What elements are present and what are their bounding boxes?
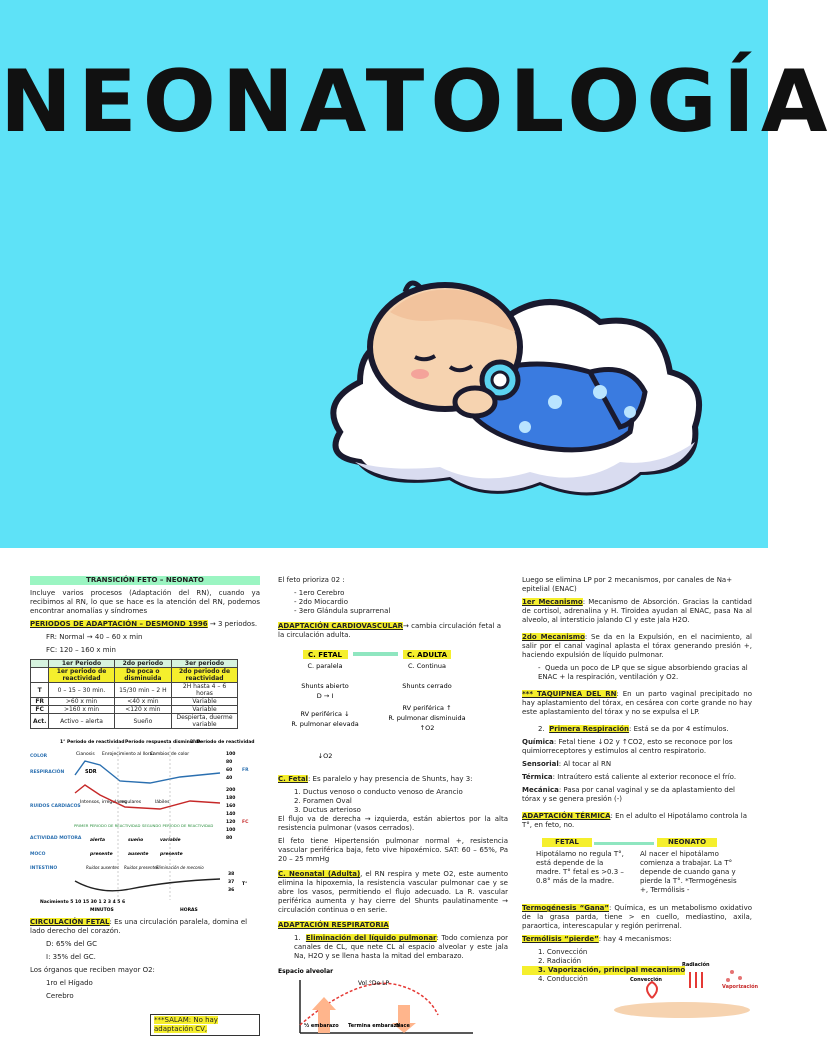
fetal-heading: C. FETAL [308,651,342,659]
chart-fr-tick: 80 [226,760,233,765]
fetal-item: Shunts abierto [301,682,349,690]
c3-intro: Luego se elimina LP por 2 mecanismos, por canales de Na+ epitelial (ENAC) [522,576,733,593]
table-cell: 0 – 15 – 30 min. [49,683,114,698]
adult-item: C. Continua [408,662,446,670]
chart-row-label: ACTIVIDAD MOTORA [30,836,82,841]
chart-t-tick: 38 [228,872,235,877]
table-cell: 15/30 min – 2 H [114,683,171,698]
chart-color-text: Enrojecimiento al llorar [102,752,155,757]
table-cell: FC [31,706,49,714]
chart-t-label: T° [242,882,248,887]
chart-moco-word: presente [90,852,113,857]
list-item: - 3ero Glándula suprarrenal [294,607,391,615]
chart-intestine-word: Ruidos ausentes [86,865,119,870]
label-radiacion: Radiación [682,962,710,968]
table-cell: T [31,683,49,698]
table-cell: Despierta, duerme variable [172,714,238,729]
lung-fluid-graph [278,965,478,1035]
chart-fr-tick: 100 [226,752,236,757]
sleeping-baby-illustration [300,262,720,512]
chart-resp-text: SDR [85,769,97,775]
chart-motor-text: PRIMER PERIODO DE REACTIVIDAD [74,823,141,828]
thermal-compare [522,834,752,904]
chart-motor-text: SEGUNDO PERIODO DE REACTIVIDAD [142,823,214,828]
chart-motor-word: sueño [128,838,144,843]
chart-x-ticks: Nacimiento 5 10 15 30 1 2 3 4 5 6 [40,900,126,905]
periods-table [30,659,238,729]
termogenesis: Termogénesis “Gana”: Química, es un metabolismo oxidativo de la grasa parda, tiene > en cuello, mediastino, axila, paraortica, interescapular y región perirrenal. [522,904,752,930]
chart-fc-tick: 120 [226,820,236,825]
adult-item: R. pulmonar disminuida [388,714,466,722]
table-subheader [31,668,49,683]
graph-x-label: ½ embarazo [304,1023,339,1029]
chart-row-label: RESPIRACIÓN [30,770,65,775]
organ-2: Cerebro [46,992,74,1000]
termolisis: Termólisis “pierde”: hay 4 mecanismos: [522,935,672,943]
chart-period-label: Período respuesta disminuida [125,740,201,745]
list-item: 1. Convección [538,948,588,956]
table-header: 1er Periodo [49,660,114,668]
organs-line: Los órganos que reciben mayor O2: [30,966,155,974]
neo-thermal-text: Al nacer el hipotálamo comienza a trabajar. La T° depende de cuando gana y pierde la T°. *Termogénesis +, Termólisis - [640,850,737,894]
fetal-item: RV periférica ↓ [300,710,350,718]
adult-item: Shunts cerrado [402,682,452,690]
mechanism-2: 2do Mecanismo: Se da en la Expulsión, en el nacimiento, al salir por el canal vaginal aplasta el tórax generando presión +, haciendo expulsión de líquido pulmonar. [522,633,752,659]
page-title: NEONATOLOGÍA [0,52,833,152]
table-row [31,706,238,714]
list-item: 1. Ductus venoso o conducto venoso de Arancio [294,788,463,796]
chart-period-label: 2° Período de reactividad [190,740,255,745]
graph-y-label: Espacio alveolar [278,968,334,975]
table-cell: FR [31,698,49,706]
chart-fc-tick: 180 [226,796,236,801]
list-item: 3. Vaporización, principal mecanismo [522,966,685,975]
compare-connector [594,842,654,845]
chart-row-label: RUIDOS CARDIACOS [30,804,81,809]
chart-fc-tick: 100 [226,828,236,833]
salam-note: ***SALAM: No hay adaptación CV, [150,1014,260,1036]
stimulus-termica: Térmica: Intraútero está caliente al exterior reconoce el frío. [522,773,737,781]
study-notes [0,548,768,1033]
neo-thermal-heading: NEONATO [657,838,717,847]
list-item: - 1ero Cerebro [294,589,345,597]
cfetal-line: C. Fetal: Es paralelo y hay presencia de Shunts, hay 3: [278,775,473,783]
table-cell: Sueño [114,714,171,729]
chart-heart-text: lábiles [155,800,170,805]
chart-x-hours: HORAS [180,908,198,913]
chart-t-tick: 36 [228,888,235,893]
graph-peak-label: Vol.°De LP [358,980,390,987]
notes-column-1 [30,576,260,1033]
table-cell: >60 x min [49,698,114,706]
htp-text: El feto tiene Hipertensión pulmonar normal +, resistencia vascular periférica baja, feto vive hipoxémico. SAT: 60 – 65%, Pa 20 – 25 mmHg [278,837,508,863]
chart-row-label: COLOR [30,754,48,759]
circulation-comparison [278,648,478,768]
table-cell: <120 x min [114,706,171,714]
heat-loss-illustration [612,958,759,1018]
chart-fc-tick: 80 [226,836,233,841]
graph-x-label: Termina embarazo [348,1023,400,1029]
circ-i: I: 35% del GC. [46,953,96,961]
table-cell: Act. [31,714,49,729]
list-item: 2. Foramen Oval [294,797,352,805]
shunt-list [278,788,508,815]
fetal-item: D → I [316,692,334,700]
chart-intestine-word: Eliminación de meconio [156,865,204,870]
chart-moco-word: presente [160,852,183,857]
chart-period-label: 1° Período de reactividad [60,740,125,745]
thermal-adaptation: ADAPTACIÓN TÉRMICA: En el adulto el Hipotálamo controla la T°, en feto, no. [522,812,748,829]
organ-1: 1ro el Hígado [46,979,93,987]
fc-line: FC: 120 – 160 x min [46,646,116,654]
adult-heading: C. ADULTA [406,651,448,659]
priority-list [278,589,508,616]
resp-item: 1. Eliminación del líquido pulmonar: Todo comienza por canales de CL, que nete CL al espacio alveolar y este jala Na, H2O y se llena hasta la mitad del embarazo. [294,934,508,960]
table-cell: >160 x min [49,706,114,714]
priority-line: El feto prioriza 02 : [278,576,345,584]
table-subheader: 1er periodo de reactividad [49,668,114,683]
chart-fr-label: FR [242,768,249,773]
fetal-thermal-heading: FETAL [542,838,592,847]
table-subheader: 2do periodo de reactividad [172,668,238,683]
table-row [31,714,238,729]
notes-column-3 [522,576,759,990]
mechanism-2-sub: - Queda un poco de LP que se sigue absorbiendo gracias al ENAC + la respiración, ventilación y O2. [538,664,748,681]
circulation-fetal: CIRCULACIÓN FETAL: Es una circulación paralela, domina el lado derecho del corazón. [30,918,248,935]
chart-fc-tick: 200 [226,788,236,793]
t-curve [75,879,220,891]
label-vaporizacion: Vaporización [722,984,759,990]
chart-color-text: Cambios de color [150,752,190,757]
chart-motor-word: alerta [90,838,106,843]
fetal-thermal-text: Hipotálamo no regula T°, está depende de la madre. T° fetal es >0.3 – 0.8° más de la madre. [536,850,624,885]
stimulus-quimica: Química: Fetal tiene ↓O2 y ↑CO2, esto se reconoce por los quimiorreceptores y estimulos al centro respiratorio. [522,738,733,755]
chart-row-label: MOCO [30,852,46,857]
stimulus-sensorial: Sensorial: Al tocar al RN [522,760,612,768]
fc-curve [75,785,220,809]
chart-fc-label: FC [242,820,249,825]
table-cell: Activo – alerta [49,714,114,729]
chart-heart-text: regulares [120,800,142,805]
list-item: - 2do Miocardio [294,598,348,606]
cv-adaptation: ADAPTACIÓN CARDIOVASCULAR→ cambia circulación fetal a la circulación adulta. [278,622,502,639]
chart-t-tick: 37 [228,880,235,885]
first-breath: 2. Primera Respiración: Está se da por 4 estímulos. [538,725,729,733]
chart-fc-tick: 140 [226,812,236,817]
fr-line: FR: Normal → 40 – 60 x min [46,633,143,641]
intro-text: Incluye varios procesos (Adaptación del RN), cuando ya recibimos al RN, lo que se hace es la atención del RN, podemos encontrar anomalías y síndromes [30,589,260,615]
fetal-item: ↓O2 [317,752,333,760]
chart-fr-tick: 40 [226,776,233,781]
label-conveccion: Convección [630,977,662,983]
table-cell: 2H hasta 4 – 6 horas [172,683,238,698]
stimulus-mecanica: Mecánica: Pasa por canal vaginal y se da aplastamiento del tórax y se genera presión (-) [522,786,735,803]
fr-curve [75,761,220,783]
chart-color-text: Cianosis [76,752,95,757]
adult-item: RV periférica ↑ [402,704,452,712]
chart-row-label: INTESTINO [30,866,58,871]
table-header: 2do periodo [114,660,171,668]
chart-fr-tick: 60 [226,768,233,773]
fetal-item: C. paralela [307,662,343,670]
table-cell: <40 x min [114,698,171,706]
circ-d: D: 65% del GC [46,940,97,948]
chart-x-minutes: MINUTOS [90,908,114,913]
chart-intestine-word: Ruidos presentes [124,865,159,870]
graph-x-label: Nace [396,1023,410,1029]
table-subheader: De poca o disminuida [114,668,171,683]
table-header [31,660,49,668]
taquipnea: *** TAQUIPNEA DEL RN: En un parto vaginal precipitado no hay aplastamiento del tórax, en cesárea con corte grande no hay este aplastamiento del tórax y no se expulsa el LP. [522,690,752,716]
adult-item: ↑O2 [419,724,435,732]
cneo-text: C. Neonatal (Adulta), el RN respira y mete O2, este aumento elimina la hipoxemia, la resistencia vascular pulmonar cae y se abre los vasos, permitiendo el flujo adecuado. La R. vascular periférica aumenta y hay cierre del Shunts paulatinamente → circulación continua o en serie. [278,870,508,914]
mechanism-1: 1er Mecanismo: Mecanismo de Absorción. Gracias la cantidad de cortisol, adrenalina y H. Tiroidea ayudan al ENAC, pasa Na al alveolo, al intersticio jalando Cl y este jala H2O. [522,598,752,624]
table-row [31,698,238,706]
list-item: 3. Ductus arterioso [294,806,361,814]
flow-text: El flujo va de derecha → izquierda, están abiertos por la alta resistencia pulmonar (vasos cerrados). [278,815,508,832]
periods-line: PERIODOS DE ADAPTACIÓN – DESMOND 1996 → 3 periodos. [30,620,258,628]
chart-moco-word: ausente [128,852,149,857]
resp-adaptation: ADAPTACIÓN RESPIRATORIA [278,921,389,929]
adaptation-timeline-chart [30,735,260,915]
chart-motor-word: variable [160,838,181,843]
chart-fc-tick: 160 [226,804,236,809]
table-header: 3er periodo [172,660,238,668]
notes-column-2 [278,576,508,1038]
chart-heart-text: Intensos, irregulares [80,800,126,805]
list-item: 2. Radiación [538,957,582,965]
table-row [31,683,238,698]
table-cell: Variable [172,698,238,706]
section-heading: TRANSICIÓN FETO – NEONATO [30,576,260,585]
list-item: 4. Conducción [538,975,588,983]
fetal-item: R. pulmonar elevada [291,720,359,728]
table-cell: Variable [172,706,238,714]
